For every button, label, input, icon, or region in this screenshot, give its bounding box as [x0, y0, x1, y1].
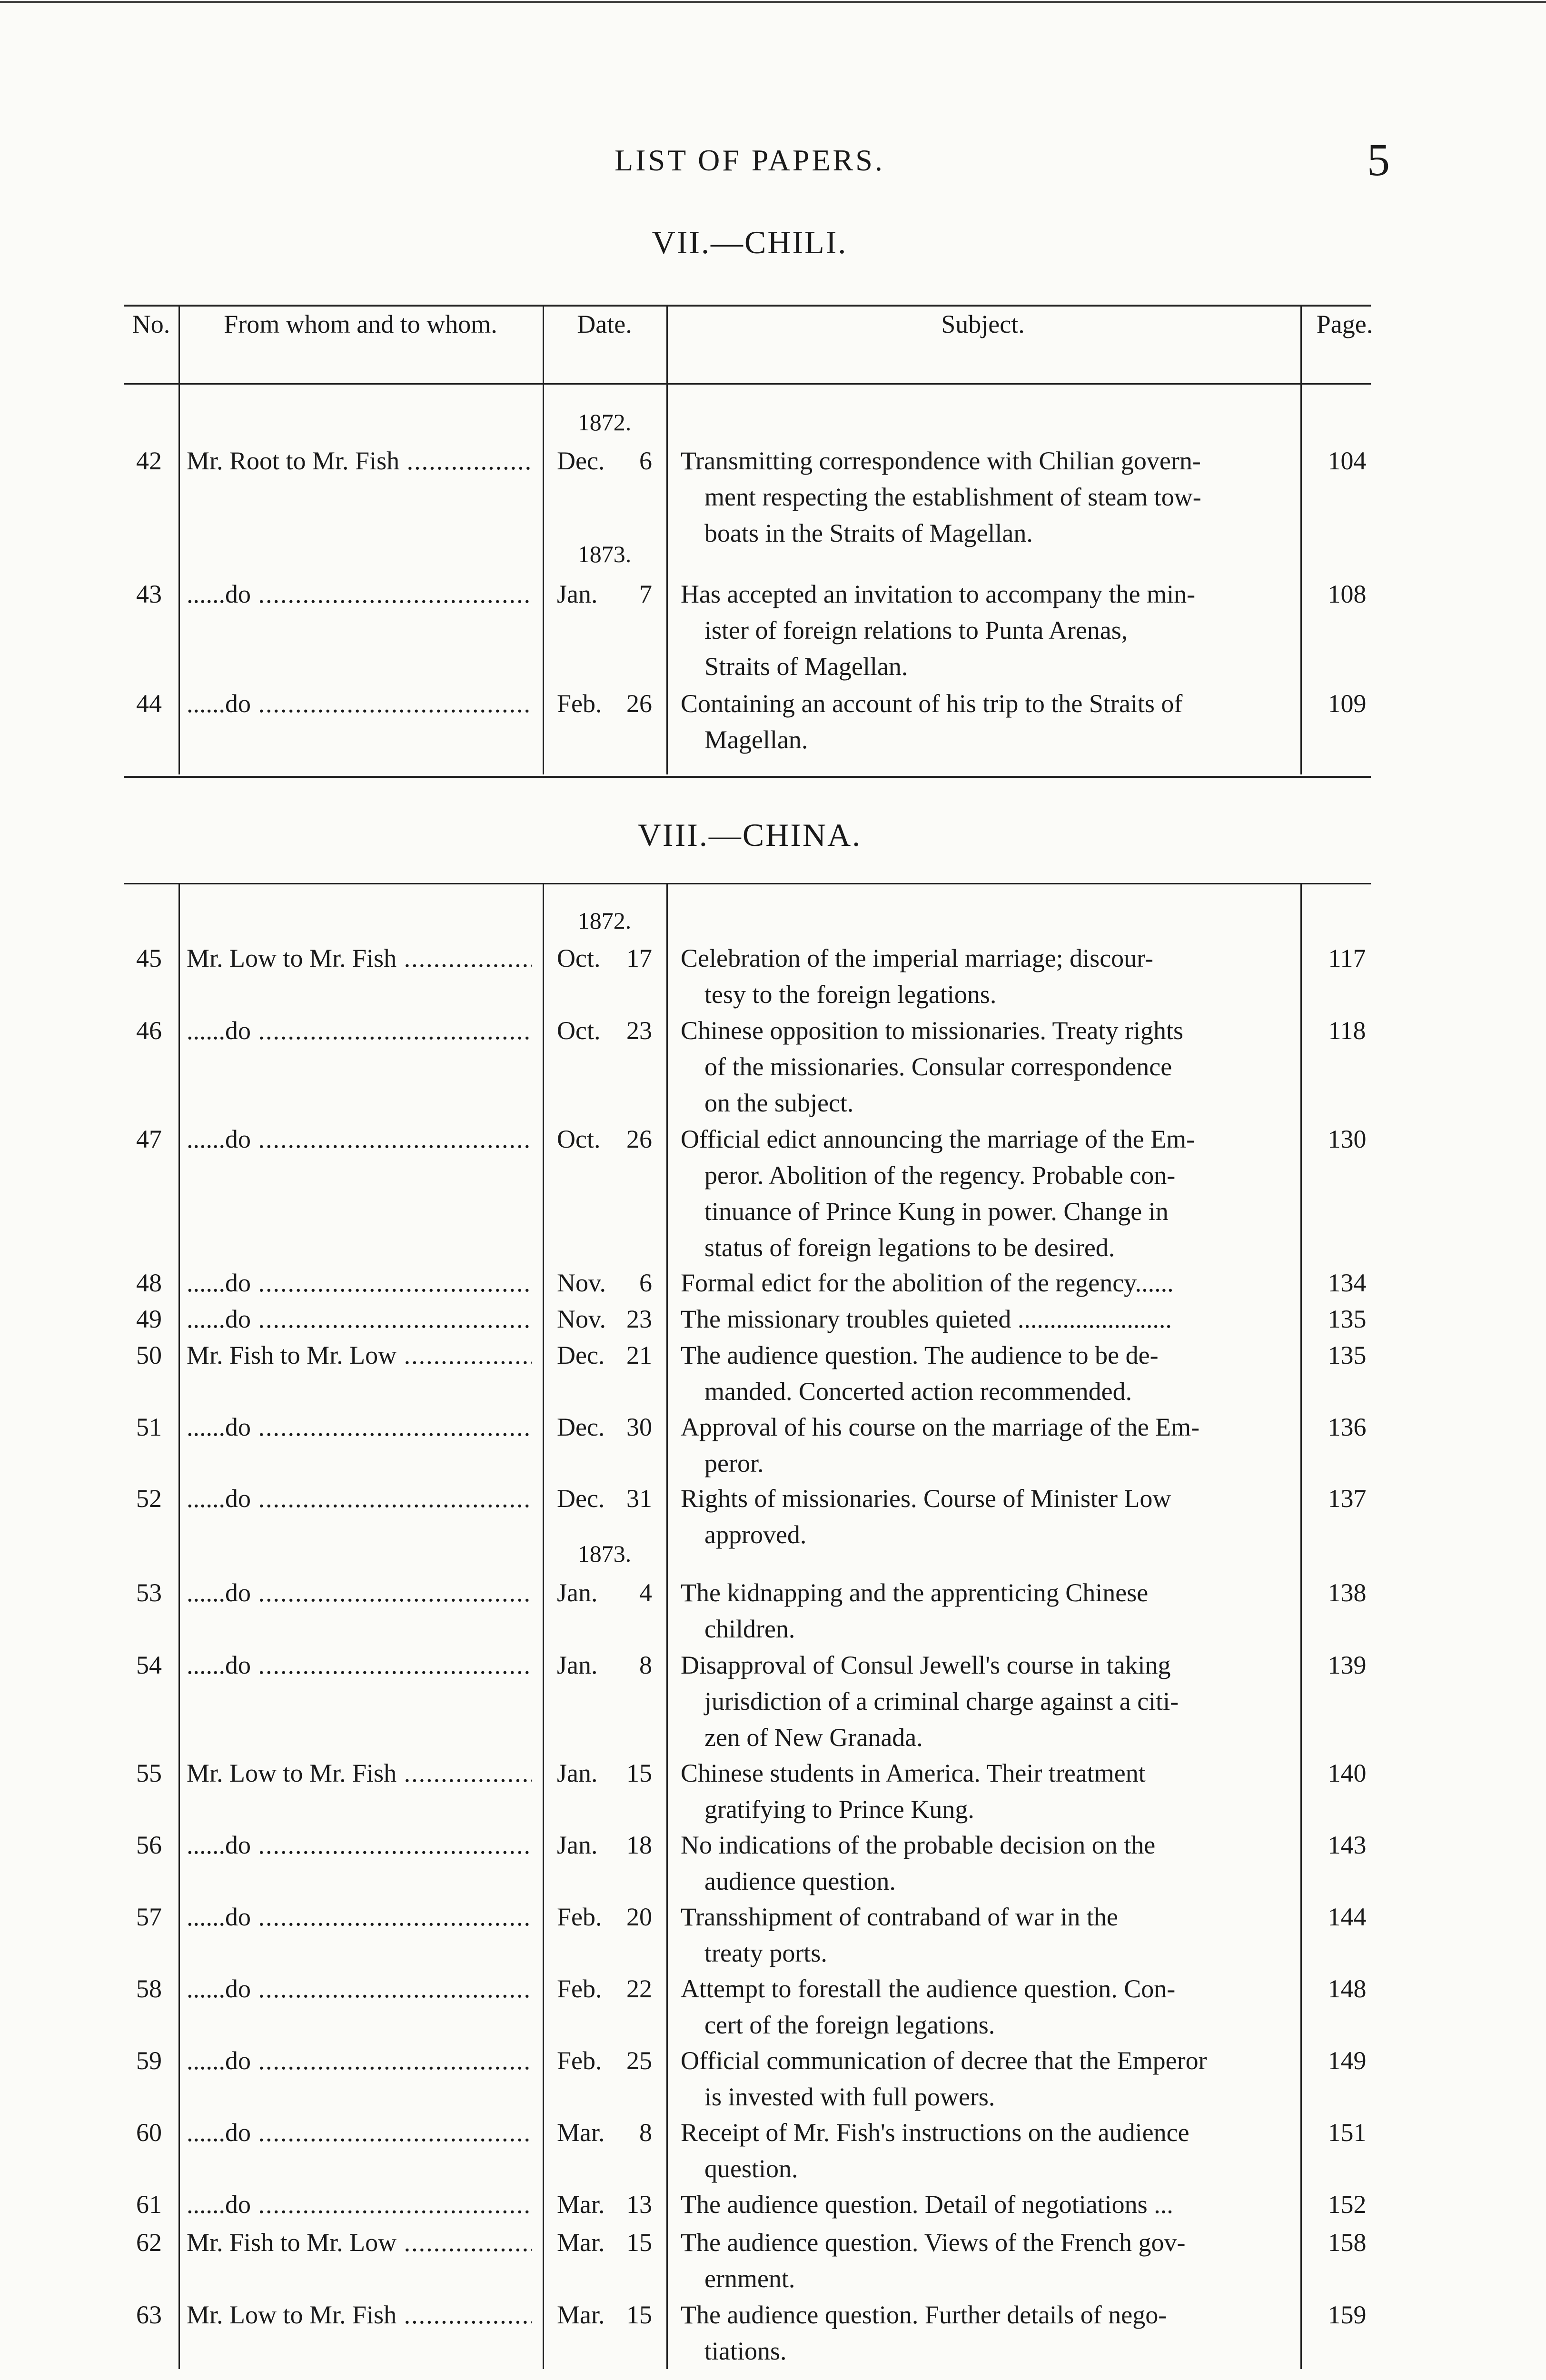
- entry-day: 8: [639, 2118, 652, 2147]
- column-divider: [178, 306, 180, 774]
- entry-page: 138: [1328, 1578, 1367, 1607]
- column-divider: [666, 884, 668, 2369]
- entry-from: ......do .....: [187, 1899, 532, 1935]
- entry-month: Feb.: [557, 2046, 602, 2075]
- entry-month: Feb.: [557, 1974, 602, 2003]
- entry-number: 59: [136, 2046, 162, 2075]
- entry-month: Oct.: [557, 1125, 601, 1153]
- entry-number: 44: [136, 689, 162, 718]
- entry-number: 45: [136, 944, 162, 972]
- entry-subject: Attempt to forestall the audience question. Con- cert of the foreign legations.: [681, 1974, 1176, 2039]
- entry-day: 23: [626, 1016, 652, 1045]
- entry-day: 26: [626, 1125, 652, 1153]
- entry-number: 46: [136, 1016, 162, 1045]
- entry-day: 21: [626, 1341, 652, 1369]
- entry-day: 26: [626, 689, 652, 718]
- entry-number: 47: [136, 1125, 162, 1153]
- entry-number: 42: [136, 446, 162, 475]
- entry-page: 135: [1328, 1305, 1367, 1333]
- section-title-chili: VII.—CHILI.: [652, 224, 848, 260]
- entry-number: 54: [136, 1651, 162, 1679]
- entry-subject: Containing an account of his trip to the Straits of Magellan.: [681, 689, 1183, 754]
- entry-page: 117: [1328, 944, 1366, 972]
- entry-month: Nov.: [557, 1305, 606, 1333]
- entry-day: 31: [626, 1484, 652, 1513]
- entry-page: 140: [1328, 1759, 1367, 1787]
- entry-from: ......do .....: [187, 1480, 532, 1517]
- entry-number: 62: [136, 2228, 162, 2257]
- entry-day: 30: [626, 1413, 652, 1441]
- entry-number: 48: [136, 1269, 162, 1297]
- entry-month: Feb.: [557, 689, 602, 718]
- entry-month: Jan.: [557, 1831, 598, 1859]
- column-header-no: No.: [132, 310, 170, 338]
- entry-page: 143: [1328, 1831, 1367, 1859]
- entry-subject: The audience question. Views of the French gov- ernment.: [681, 2228, 1186, 2293]
- entry-page: 135: [1328, 1341, 1367, 1369]
- entry-day: 15: [626, 2228, 652, 2257]
- column-divider: [1300, 884, 1302, 2369]
- entry-from: ......do .....: [187, 1265, 532, 1301]
- entry-page: 148: [1328, 1974, 1367, 2003]
- entry-day: 22: [626, 1974, 652, 2003]
- entry-number: 56: [136, 1831, 162, 1859]
- column-divider: [666, 306, 668, 774]
- entry-number: 49: [136, 1305, 162, 1333]
- entry-page: 139: [1328, 1651, 1367, 1679]
- entry-month: Mar.: [557, 2228, 605, 2257]
- year-label: 1873.: [577, 1540, 632, 1567]
- column-header-from: From whom and to whom.: [224, 310, 497, 338]
- entry-number: 43: [136, 580, 162, 608]
- entry-from: ......do .....: [187, 1971, 532, 2007]
- entry-subject: Has accepted an invitation to accompany the min- ister of foreign relations to Punta Arenas, Straits of Magellan.: [681, 580, 1196, 681]
- entry-month: Oct.: [557, 944, 601, 972]
- entry-number: 58: [136, 1974, 162, 2003]
- entry-subject: Formal edict for the abolition of the regency......: [681, 1269, 1174, 1297]
- entry-day: 6: [639, 1269, 652, 1297]
- entry-subject: The audience question. Detail of negotiations ...: [681, 2190, 1173, 2219]
- entry-subject: No indications of the probable decision on the audience question.: [681, 1831, 1156, 1895]
- entry-subject: Chinese opposition to missionaries. Treaty rights of the missionaries. Consular correspondence on the subject.: [681, 1016, 1184, 1117]
- table-bottom-rule: [124, 776, 1371, 778]
- year-label: 1873.: [577, 541, 632, 567]
- entry-page: 149: [1328, 2046, 1367, 2075]
- entry-from: ......do .....: [187, 1301, 532, 1337]
- entry-month: Jan.: [557, 1651, 598, 1679]
- entry-from: Mr. Root to Mr. Fish .....: [187, 443, 532, 479]
- entry-day: 18: [626, 1831, 652, 1859]
- entry-subject: The audience question. The audience to be de- manded. Concerted action recommended.: [681, 1341, 1159, 1406]
- entry-month: Dec.: [557, 1484, 605, 1513]
- column-divider: [543, 884, 544, 2369]
- entry-subject: Official edict announcing the marriage of the Em- peror. Abolition of the regency. Probable con- tinuance of Prince Kung in power. Change in status of foreign legations to be desired.: [681, 1125, 1195, 1262]
- entry-page: 136: [1328, 1413, 1367, 1441]
- entry-page: 108: [1328, 580, 1367, 608]
- entry-day: 4: [639, 1578, 652, 1607]
- entry-subject: Rights of missionaries. Course of Minister Low approved.: [681, 1484, 1171, 1549]
- entry-subject: Official communication of decree that the Emperor is invested with full powers.: [681, 2046, 1207, 2111]
- entry-number: 52: [136, 1484, 162, 1513]
- page-number: 5: [1367, 134, 1390, 185]
- entry-number: 61: [136, 2190, 162, 2219]
- entry-from: Mr. Low to Mr. Fish .....: [187, 940, 532, 976]
- entry-day: 6: [639, 446, 652, 475]
- year-label: 1872.: [577, 409, 632, 436]
- entry-number: 50: [136, 1341, 162, 1369]
- entry-subject: The audience question. Further details of nego- tiations.: [681, 2301, 1167, 2365]
- entry-day: 13: [626, 2190, 652, 2219]
- entry-number: 51: [136, 1413, 162, 1441]
- entry-subject: Receipt of Mr. Fish's instructions on the audience question.: [681, 2118, 1189, 2183]
- entry-month: Mar.: [557, 2190, 605, 2219]
- entry-number: 60: [136, 2118, 162, 2147]
- entry-subject: The kidnapping and the apprenticing Chinese children.: [681, 1578, 1149, 1643]
- entry-page: 137: [1328, 1484, 1367, 1513]
- entry-day: 15: [626, 1759, 652, 1787]
- entry-page: 109: [1328, 689, 1367, 718]
- entry-month: Mar.: [557, 2118, 605, 2147]
- entry-month: Dec.: [557, 446, 605, 475]
- entry-page: 104: [1328, 446, 1367, 475]
- entry-page: 134: [1328, 1269, 1367, 1297]
- entry-from: ......do .....: [187, 1012, 532, 1049]
- entry-page: 130: [1328, 1125, 1367, 1153]
- column-header-page: Page.: [1316, 310, 1373, 338]
- entry-number: 57: [136, 1903, 162, 1931]
- top-border: [0, 1, 1546, 3]
- entry-from: ......do .....: [187, 2186, 532, 2222]
- entry-page: 159: [1328, 2301, 1367, 2329]
- entry-page: 144: [1328, 1903, 1367, 1931]
- entry-from: Mr. Fish to Mr. Low .....: [187, 1337, 532, 1373]
- running-head-title: LIST OF PAPERS.: [614, 143, 885, 177]
- entry-month: Feb.: [557, 1903, 602, 1931]
- entry-day: 23: [626, 1305, 652, 1333]
- entry-subject: Chinese students in America. Their treatment gratifying to Prince Kung.: [681, 1759, 1146, 1824]
- entry-month: Jan.: [557, 1759, 598, 1787]
- entry-subject: The missionary troubles quieted ........................: [681, 1305, 1172, 1333]
- entry-month: Jan.: [557, 580, 598, 608]
- column-divider: [1300, 306, 1302, 774]
- entry-month: Dec.: [557, 1341, 605, 1369]
- entry-month: Mar.: [557, 2301, 605, 2329]
- entry-number: 53: [136, 1578, 162, 1607]
- entry-from: ......do .....: [187, 1827, 532, 1863]
- column-header-subject: Subject.: [941, 310, 1025, 338]
- entry-page: 151: [1328, 2118, 1367, 2147]
- entry-page: 152: [1328, 2190, 1367, 2219]
- header-rule: [124, 383, 1371, 385]
- entry-from: ......do .....: [187, 1121, 532, 1157]
- entry-month: Jan.: [557, 1578, 598, 1607]
- entry-month: Nov.: [557, 1269, 606, 1297]
- entry-subject: Celebration of the imperial marriage; discour- tesy to the foreign legations.: [681, 944, 1154, 1009]
- entry-from: Mr. Low to Mr. Fish .....: [187, 2297, 532, 2333]
- entry-from: ......do .....: [187, 1575, 532, 1611]
- year-label: 1872.: [577, 907, 632, 934]
- entry-subject: Transshipment of contraband of war in the treaty ports.: [681, 1903, 1118, 1967]
- column-header-date: Date.: [577, 310, 632, 338]
- entry-from: ......do .....: [187, 2043, 532, 2079]
- entry-day: 20: [626, 1903, 652, 1931]
- entry-month: Oct.: [557, 1016, 601, 1045]
- entry-from: ......do .....: [187, 1409, 532, 1445]
- entry-number: 63: [136, 2301, 162, 2329]
- entry-day: 8: [639, 1651, 652, 1679]
- entry-from: ......do .....: [187, 685, 532, 722]
- section-title-china: VIII.—CHINA.: [637, 817, 862, 853]
- entry-number: 55: [136, 1759, 162, 1787]
- entry-from: ......do .....: [187, 576, 532, 612]
- entry-from: Mr. Fish to Mr. Low .....: [187, 2224, 532, 2261]
- table-top-rule: [124, 883, 1371, 884]
- entry-from: ......do .....: [187, 1647, 532, 1683]
- entry-day: 25: [626, 2046, 652, 2075]
- entry-from: Mr. Low to Mr. Fish .....: [187, 1755, 532, 1791]
- entry-from: ......do .....: [187, 2114, 532, 2151]
- entry-day: 7: [639, 580, 652, 608]
- entry-subject: Transmitting correspondence with Chilian govern- ment respecting the establishment of steam tow- boats in the Straits of Magellan.: [681, 446, 1201, 547]
- entry-page: 118: [1328, 1016, 1366, 1045]
- entry-day: 15: [626, 2301, 652, 2329]
- entry-page: 158: [1328, 2228, 1367, 2257]
- entry-subject: Disapproval of Consul Jewell's course in taking jurisdiction of a criminal charge against a citi- zen of New Granada.: [681, 1651, 1179, 1752]
- entry-day: 17: [626, 944, 652, 972]
- column-divider: [178, 884, 180, 2369]
- entry-subject: Approval of his course on the marriage of the Em- peror.: [681, 1413, 1200, 1478]
- table-top-rule: [124, 305, 1371, 307]
- entry-month: Dec.: [557, 1413, 605, 1441]
